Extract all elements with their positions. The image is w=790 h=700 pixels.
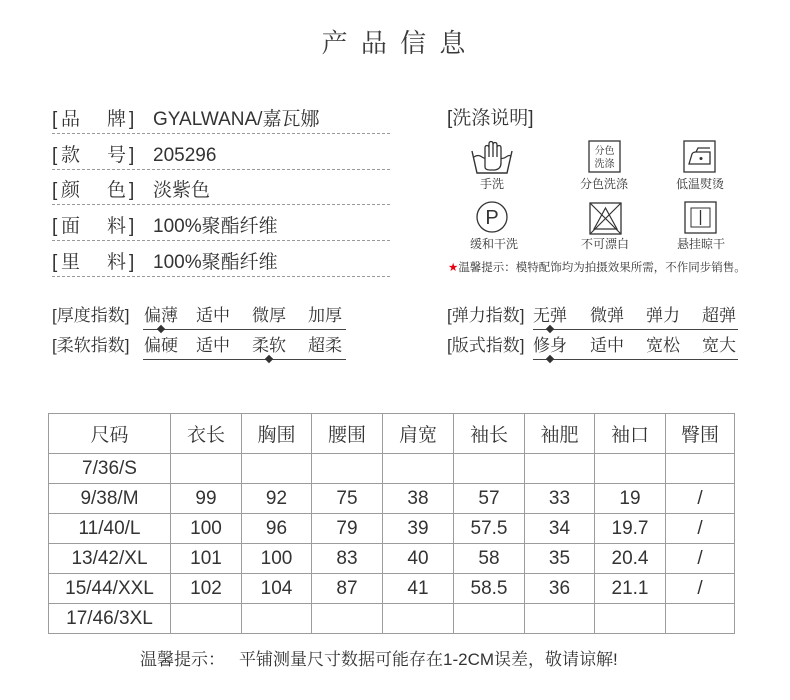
- measurement-cell: 58.5: [454, 574, 525, 604]
- measurement-cell: 79: [312, 514, 383, 544]
- measurement-cell: [595, 604, 666, 634]
- attribute-row-fabric: [52, 214, 390, 241]
- measurement-cell: 40: [383, 544, 454, 574]
- bracket-open: [: [52, 252, 58, 273]
- measurement-cell: 33: [525, 484, 595, 514]
- page-title: 产 品 信 息: [321, 28, 469, 58]
- column-header: 肩宽: [383, 414, 454, 454]
- size-cell: 17/46/3XL: [49, 604, 171, 634]
- measurement-note-text: 平铺测量尺寸数据可能存在1-2CM误差，敬请谅解!: [239, 650, 618, 669]
- column-header: 臀围: [666, 414, 735, 454]
- scale-option: 无弹: [533, 306, 567, 325]
- attribute-label-char: 号: [107, 145, 127, 166]
- measurement-cell: [454, 604, 525, 634]
- thickness-index-label: [厚度指数]: [52, 306, 130, 325]
- measurement-cell: 99: [171, 484, 242, 514]
- measurement-cell: 57.5: [454, 514, 525, 544]
- attribute-label-char: 品: [61, 109, 81, 130]
- table-row: [49, 604, 735, 634]
- measurement-cell: [171, 604, 242, 634]
- measurement-cell: [666, 604, 735, 634]
- column-header: 袖口: [595, 414, 666, 454]
- care-heading: [洗涤说明]: [447, 108, 534, 129]
- attribute-label-char: 颜: [61, 180, 81, 201]
- care-label-hand-wash: 手洗: [479, 177, 504, 191]
- measurement-cell: /: [666, 574, 735, 604]
- bracket-open: [: [52, 216, 58, 237]
- size-cell: 15/44/XXL: [49, 574, 171, 604]
- care-label-hang-dry: 悬挂晾干: [676, 237, 725, 251]
- measurement-note: [140, 648, 618, 672]
- measurement-cell: 41: [383, 574, 454, 604]
- column-header: 衣长: [171, 414, 242, 454]
- measurement-cell: [595, 454, 666, 484]
- table-row: [49, 484, 735, 514]
- color-separate-wash-icon: [586, 140, 622, 174]
- table-row: [49, 574, 735, 604]
- size-cell: 7/36/S: [49, 454, 171, 484]
- attribute-label-char: 料: [107, 252, 127, 273]
- measurement-cell: 35: [525, 544, 595, 574]
- scale-option: 微弹: [590, 306, 624, 325]
- measurement-cell: 100: [242, 544, 312, 574]
- scale-option: 适中: [590, 336, 624, 355]
- elasticity-index-label: [弹力指数]: [447, 306, 525, 325]
- icon-text: 洗涤: [594, 159, 615, 170]
- column-header: 袖肥: [525, 414, 595, 454]
- measurement-cell: 87: [312, 574, 383, 604]
- size-table-body: [49, 454, 735, 634]
- scale-option: 宽松: [646, 336, 680, 355]
- softness-scale: [143, 333, 346, 360]
- measurement-cell: 101: [171, 544, 242, 574]
- scale-option: 柔软: [252, 336, 286, 355]
- scale-option: 适中: [196, 306, 230, 325]
- attribute-value-brand: GYALWANA/嘉瓦娜: [153, 109, 320, 130]
- care-label-low-temp-iron: 低温熨烫: [675, 177, 724, 191]
- measurement-cell: 75: [312, 484, 383, 514]
- bracket-open: [: [52, 109, 58, 130]
- measurement-cell: /: [666, 514, 735, 544]
- measurement-note-prefix: 温馨提示：: [140, 650, 225, 669]
- scale-option: 加厚: [308, 306, 342, 325]
- size-table-container: [48, 413, 735, 634]
- measurement-cell: 36: [525, 574, 595, 604]
- size-table-header: [49, 414, 735, 454]
- attribute-row-color: [52, 178, 390, 205]
- measurement-cell: 104: [242, 574, 312, 604]
- measurement-cell: [666, 454, 735, 484]
- column-header: 腰围: [312, 414, 383, 454]
- column-header: 胸围: [242, 414, 312, 454]
- attribute-label-char: 色: [107, 180, 127, 201]
- hand-wash-icon: [470, 139, 514, 175]
- bracket-close: ]: [129, 109, 135, 130]
- measurement-cell: 100: [171, 514, 242, 544]
- measurement-cell: 19.7: [595, 514, 666, 544]
- attribute-label-char: 款: [61, 145, 81, 166]
- icon-text: P: [485, 207, 499, 229]
- measurement-cell: 38: [383, 484, 454, 514]
- scale-option: 弹力: [646, 306, 680, 325]
- scale-option: 宽大: [702, 336, 736, 355]
- fit-index-label: [版式指数]: [447, 336, 525, 355]
- scale-option: 修身: [533, 336, 567, 355]
- elasticity-scale: [533, 303, 738, 330]
- attribute-row-lining: [52, 250, 390, 277]
- attribute-label-char: 牌: [107, 109, 127, 130]
- bracket-close: ]: [129, 145, 135, 166]
- measurement-cell: 58: [454, 544, 525, 574]
- bracket-close: ]: [129, 252, 135, 273]
- measurement-cell: 21.1: [595, 574, 666, 604]
- attribute-value-fabric: 100%聚酯纤维: [153, 216, 278, 237]
- attribute-row-brand: [52, 107, 390, 134]
- attribute-value-lining: 100%聚酯纤维: [153, 252, 278, 273]
- measurement-cell: [383, 604, 454, 634]
- care-label-color-separate-wash: 分色洗涤: [579, 177, 628, 191]
- table-row: [49, 454, 735, 484]
- measurement-cell: /: [666, 484, 735, 514]
- fit-scale: [533, 333, 738, 360]
- bracket-open: [: [52, 180, 58, 201]
- bracket-close: ]: [129, 180, 135, 201]
- table-header-row: [49, 414, 735, 454]
- low-temp-iron-icon: [682, 139, 718, 174]
- measurement-cell: 19: [595, 484, 666, 514]
- care-label-gentle-dry-clean: 缓和干洗: [469, 237, 518, 251]
- attribute-value-color: 淡紫色: [153, 180, 211, 201]
- measurement-cell: 83: [312, 544, 383, 574]
- column-header: 袖长: [454, 414, 525, 454]
- thickness-scale: [143, 303, 346, 330]
- scale-option: 偏薄: [144, 306, 178, 325]
- scale-option: 微厚: [252, 306, 286, 325]
- size-table: [48, 413, 735, 634]
- attribute-row-style-number: [52, 143, 390, 170]
- care-tip-text: 温馨提示：模特配饰均为拍摄效果所需，不作同步销售。: [458, 262, 746, 274]
- icon-text: 分色: [594, 146, 615, 157]
- scale-option: 适中: [196, 336, 230, 355]
- measurement-cell: [312, 454, 383, 484]
- softness-index-label: [柔软指数]: [52, 336, 130, 355]
- size-cell: 13/42/XL: [49, 544, 171, 574]
- measurement-cell: 34: [525, 514, 595, 544]
- column-header: 尺码: [49, 414, 171, 454]
- measurement-cell: [525, 454, 595, 484]
- measurement-cell: /: [666, 544, 735, 574]
- measurement-cell: [383, 454, 454, 484]
- scale-option: 偏硬: [144, 336, 178, 355]
- size-cell: 9/38/M: [49, 484, 171, 514]
- size-cell: 11/40/L: [49, 514, 171, 544]
- measurement-cell: [454, 454, 525, 484]
- scale-option: 超柔: [308, 336, 342, 355]
- care-tip: [448, 260, 746, 276]
- no-bleach-icon: [587, 201, 623, 235]
- measurement-cell: [171, 454, 242, 484]
- star-icon: ★: [448, 262, 459, 274]
- measurement-cell: [525, 604, 595, 634]
- measurement-cell: 102: [171, 574, 242, 604]
- bracket-open: [: [52, 145, 58, 166]
- bracket-close: ]: [129, 216, 135, 237]
- attribute-label-char: 料: [107, 216, 127, 237]
- measurement-cell: 39: [383, 514, 454, 544]
- measurement-cell: 20.4: [595, 544, 666, 574]
- measurement-cell: 96: [242, 514, 312, 544]
- measurement-cell: 57: [454, 484, 525, 514]
- gentle-dry-clean-icon: [475, 200, 509, 234]
- care-label-no-bleach: 不可漂白: [580, 237, 629, 251]
- measurement-cell: [312, 604, 383, 634]
- attribute-value-style-number: 205296: [153, 145, 217, 166]
- attribute-label-char: 面: [61, 216, 81, 237]
- measurement-cell: [242, 604, 312, 634]
- table-row: [49, 514, 735, 544]
- table-row: [49, 544, 735, 574]
- attribute-label-char: 里: [61, 252, 81, 273]
- scale-option: 超弹: [702, 306, 736, 325]
- hang-dry-icon: [683, 200, 719, 235]
- measurement-cell: 92: [242, 484, 312, 514]
- measurement-cell: [242, 454, 312, 484]
